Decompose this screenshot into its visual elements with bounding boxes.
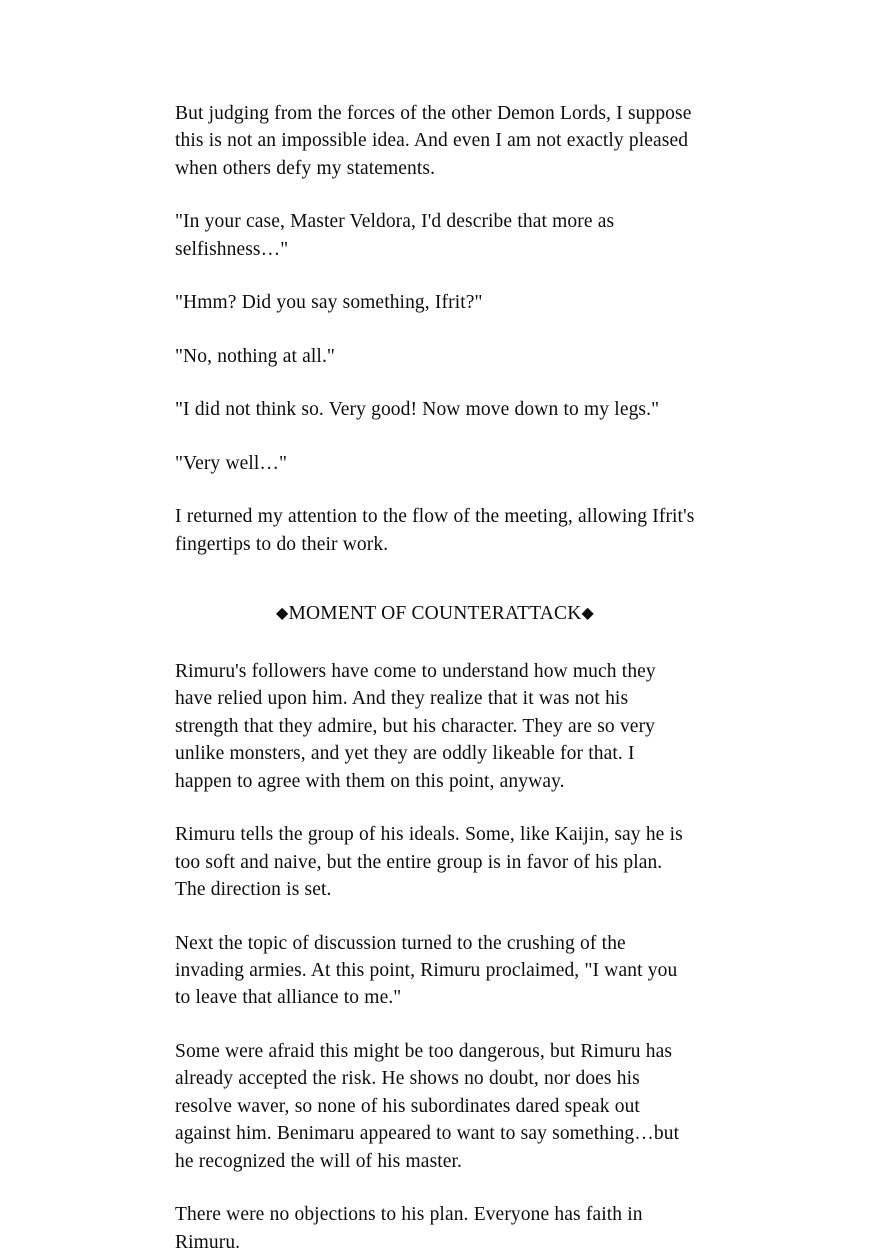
paragraph: There were no objections to his plan. Everyone has faith in Rimuru. — [175, 1204, 643, 1253]
section-heading — [175, 600, 695, 627]
paragraph: "I did not think so. Very good! Now move down to my legs." — [175, 399, 660, 421]
page-text-column — [175, 100, 695, 1256]
diamond-ornament-right-icon: ◆ — [581, 605, 595, 623]
section-heading-text: MOMENT OF COUNTERATTACK — [288, 603, 582, 625]
paragraph: Some were afraid this might be too dangerous, but Rimuru has already accepted the risk. He shows no doubt, nor does his resolve waver, so none of his subordinates dared speak out against him. Benimaru appeared to want to say something…but he recognized the will of his master. — [175, 1040, 680, 1172]
diamond-ornament-left-icon: ◆ — [275, 605, 289, 623]
paragraph: Next the topic of discussion turned to the crushing of the invading armies. At this point, Rimuru proclaimed, "I want you to leave that alliance to me." — [175, 932, 678, 1009]
paragraph: "Hmm? Did you say something, Ifrit?" — [175, 292, 483, 314]
paragraph: "In your case, Master Veldora, I'd describe that more as selfishness…" — [175, 211, 615, 260]
paragraph: I returned my attention to the flow of the meeting, allowing Ifrit's fingertips to do their work. — [175, 506, 695, 555]
paragraph: "Very well…" — [175, 452, 288, 474]
paragraph: Rimuru tells the group of his ideals. Some, like Kaijin, say he is too soft and naive, but the entire group is in favor of his plan. The direction is set. — [175, 824, 683, 901]
paragraph: But judging from the forces of the other Demon Lords, I suppose this is not an impossible idea. And even I am not exactly pleased when others defy my statements. — [175, 103, 692, 179]
paragraph: "No, nothing at all." — [175, 345, 335, 367]
paragraph: Rimuru's followers have come to understand how much they have relied upon him. And they realize that it was not his strength that they admire, but his character. They are so very unlike monsters, and yet they are oddly likeable for that. I happen to agree with them on this point, anyway. — [175, 660, 656, 792]
